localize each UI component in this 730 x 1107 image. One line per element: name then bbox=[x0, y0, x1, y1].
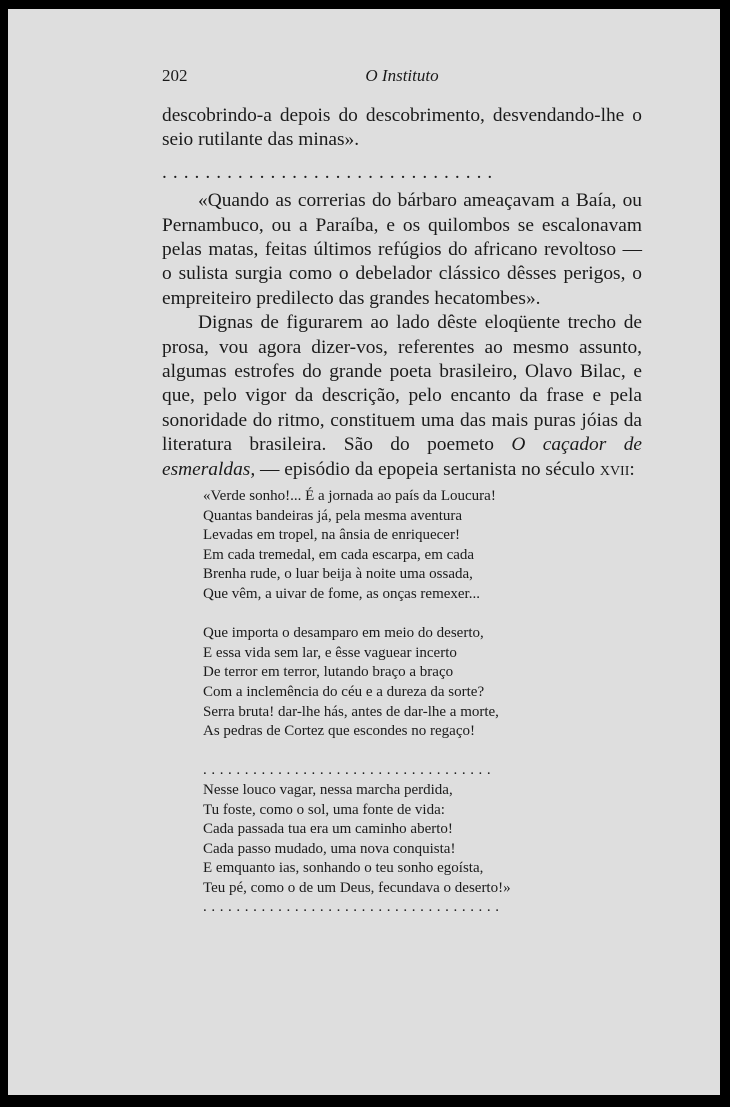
paragraph-1: descobrindo-a depois do descobrimento, desvendando-lhe o seio rutilante das minas». bbox=[162, 105, 642, 151]
paragraph-3-tail: — episódio da epopeia sertanista no século bbox=[255, 458, 600, 480]
verse-line: Nesse louco vagar, nessa marcha perdida, bbox=[203, 781, 453, 798]
paragraph-2: «Quando as correrias do bárbaro ameaçavam a Baía, ou Pernambuco, ou a Paraíba, e os quilombos se escalonavam pelas matas, feitas últimos refúgios do africano revoltoso — o sulista surgia como o debelador clássico dêsses perigos, o empreiteiro predilecto das grandes hecatombes». bbox=[162, 190, 642, 309]
running-title: O Instituto bbox=[365, 66, 439, 85]
verse-line: Quantas bandeiras já, pela mesma aventura bbox=[203, 507, 463, 524]
verse-line: Com a inclemência do céu e a dureza da sorte? bbox=[203, 683, 485, 700]
prose-block bbox=[162, 104, 642, 482]
paragraph-3-main: Dignas de figurarem ao lado dêste eloqüente trecho de prosa, vou agora dizer-vos, referentes ao mesmo assunto, algumas estrofes do grande poeta brasileiro, Olavo Bilac, e que, pelo vigor da descrição, pelo encanto da frase e pela sonoridade do ritmo, constituem uma das mais puras jóias da literatura brasileira. São do poemeto bbox=[162, 312, 642, 456]
ellipsis-row-3: .................................... bbox=[203, 899, 504, 916]
paragraph-3 bbox=[162, 311, 642, 482]
verse-line: Cada passo mudado, uma nova conquista! bbox=[203, 840, 456, 857]
verse-line: «Verde sonho!... É a jornada ao país da Loucura! bbox=[203, 488, 496, 504]
verse-line: Que vêm, a uivar de fome, as onças remexer... bbox=[203, 585, 480, 602]
verse-line: Tu foste, como o sol, uma fonte de vida: bbox=[203, 801, 445, 818]
page-number: 202 bbox=[162, 66, 188, 85]
verse-line: De terror em terror, lutando braço a braço bbox=[203, 664, 454, 681]
verse-line: E essa vida sem lar, e êsse vaguear incerto bbox=[203, 644, 457, 661]
verse-line: Teu pé, como o de um Deus, fecundava o deserto!» bbox=[203, 879, 511, 896]
ellipsis-row-1: ............................... bbox=[162, 161, 499, 183]
stanza-1 bbox=[203, 487, 563, 605]
century-numeral: xvii bbox=[599, 458, 630, 480]
verse-line: As pedras de Cortez que escondes no regaço! bbox=[203, 723, 475, 740]
poem-title: O caçador de esmeraldas, bbox=[162, 434, 642, 480]
verse-line: E emquanto ias, sonhando o teu sonho egoísta, bbox=[203, 860, 484, 877]
verse-block bbox=[203, 487, 563, 918]
paragraph-3-end: : bbox=[629, 458, 635, 480]
stanza-2 bbox=[203, 624, 563, 742]
verse-line: Levadas em tropel, na ânsia de enriquecer! bbox=[203, 527, 460, 544]
verse-line: Brenha rude, o luar beija à noite uma ossada, bbox=[203, 566, 473, 583]
verse-line: Serra bruta! dar-lhe hás, antes de dar-lhe a morte, bbox=[203, 703, 499, 720]
stanza-3 bbox=[203, 781, 563, 899]
page-header bbox=[162, 66, 642, 90]
verse-line: Que importa o desamparo em meio do deserto, bbox=[203, 625, 484, 642]
ellipsis-row-2: ................................... bbox=[203, 762, 496, 779]
verse-line: Em cada tremedal, em cada escarpa, em cada bbox=[203, 546, 475, 563]
verse-line: Cada passada tua era um caminho aberto! bbox=[203, 821, 453, 838]
